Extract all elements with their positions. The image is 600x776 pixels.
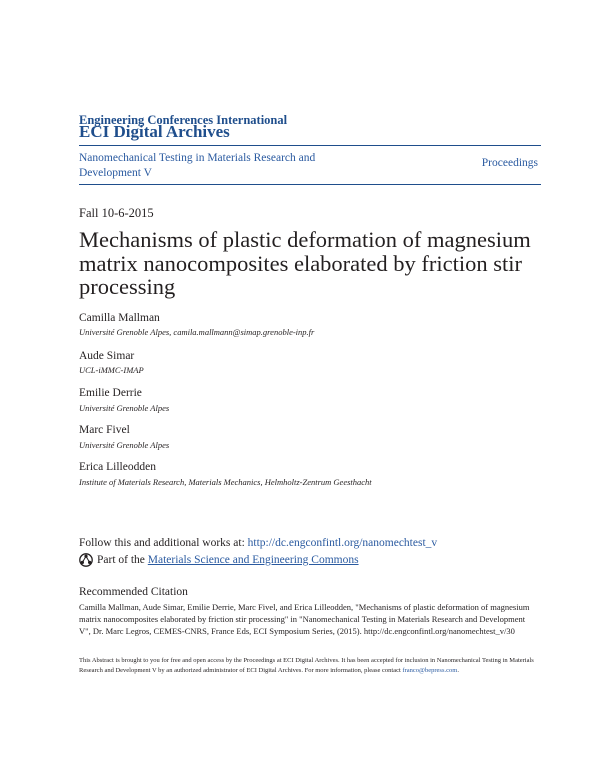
access-notice — [79, 656, 535, 676]
paper-title: Mechanisms of plastic deformation of magnesium matrix nanocomposites elaborated by friction stir processing — [79, 227, 531, 299]
author-affiliation: Université Grenoble Alpes — [79, 403, 170, 413]
author-name: Aude Simar — [79, 350, 135, 362]
commons-link[interactable]: Materials Science and Engineering Commons — [147, 554, 359, 566]
author-name: Marc Fivel — [79, 424, 130, 436]
author-affiliation: Université Grenoble Alpes, camila.mallmann@simap.grenoble-inp.fr — [79, 327, 315, 337]
collection-url-link[interactable]: http://dc.engconfintl.org/nanomechtest_v — [247, 537, 438, 549]
series-link[interactable]: Nanomechanical Testing in Materials Research and Development V — [79, 152, 316, 179]
access-notice-end: . — [457, 667, 459, 674]
network-icon — [79, 553, 93, 567]
author-name: Erica Lilleodden — [79, 461, 156, 473]
author-name: Camilla Mallman — [79, 312, 160, 324]
author-affiliation: UCL-iMMC-IMAP — [79, 365, 144, 375]
citation-heading: Recommended Citation — [79, 586, 188, 598]
follow-prefix: Follow this and additional works at: — [79, 537, 248, 549]
contact-email-link[interactable]: franco@bepress.com — [402, 667, 458, 674]
publication-date: Fall 10-6-2015 — [79, 206, 154, 220]
follow-line — [79, 537, 437, 549]
organization-name[interactable]: Engineering Conferences International — [79, 113, 288, 127]
author-name: Emilie Derrie — [79, 387, 142, 399]
header-divider-bottom — [79, 184, 541, 185]
part-of-prefix: Part of the — [97, 554, 145, 566]
access-notice-text: This Abstract is brought to you for free and open access by the Proceedings at ECI Digital Archives. It has been accepted for inclusion in Nanomechanical Testing in Materials Research and Development V by an authorized administrator of ECI Digital Archives. For more information, please contact — [79, 657, 534, 674]
part-of-line — [79, 553, 359, 567]
author-affiliation: Université Grenoble Alpes — [79, 440, 170, 450]
repository-name[interactable]: ECI Digital Archives — [79, 122, 230, 141]
header-divider-top — [79, 145, 541, 146]
citation-text: Camilla Mallman, Aude Simar, Emilie Derrie, Marc Fivel, and Erica Lilleodden, "Mechanisms of plastic deformation of magnesium matrix nanocomposites elaborated by friction stir processing" in "Nanomechanical Testing in Materials Research and Development V", Dr. Marc Legros, CEMES-CNRS, France Eds, ECI Symposium Series, (2015). http://dc.engconfintl.org/nanomechtest_v/30 — [79, 602, 530, 636]
author-affiliation: Institute of Materials Research, Materials Mechanics, Helmholtz-Zentrum Geesthacht — [79, 477, 372, 487]
proceedings-link[interactable]: Proceedings — [481, 157, 538, 169]
